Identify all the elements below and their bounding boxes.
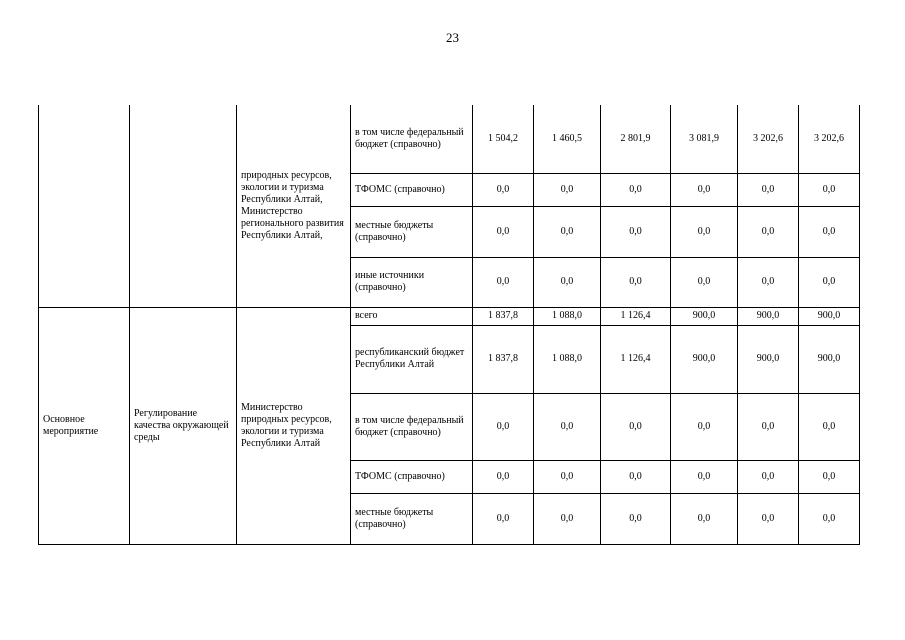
value-cell: 0,0 bbox=[601, 173, 671, 206]
value-cell: 0,0 bbox=[534, 257, 601, 307]
value-cell: 1 837,8 bbox=[473, 325, 534, 393]
executor-cell: Министерство природных ресурсов, экологии и туризма Республики Алтай bbox=[237, 307, 351, 544]
value-cell: 0,0 bbox=[671, 206, 738, 257]
value-cell: 0,0 bbox=[799, 173, 860, 206]
source-cell: местные бюджеты (справочно) bbox=[351, 493, 473, 544]
value-cell: 0,0 bbox=[601, 206, 671, 257]
value-cell: 3 202,6 bbox=[799, 105, 860, 173]
value-cell: 3 081,9 bbox=[671, 105, 738, 173]
activity-type-cell: Основное мероприятие bbox=[39, 307, 130, 544]
value-cell: 0,0 bbox=[799, 206, 860, 257]
value-cell: 0,0 bbox=[473, 460, 534, 493]
value-cell: 1 837,8 bbox=[473, 307, 534, 325]
value-cell: 3 202,6 bbox=[738, 105, 799, 173]
value-cell: 900,0 bbox=[671, 325, 738, 393]
source-cell: всего bbox=[351, 307, 473, 325]
budget-table bbox=[38, 105, 860, 545]
value-cell: 0,0 bbox=[534, 493, 601, 544]
source-cell: ТФОМС (справочно) bbox=[351, 173, 473, 206]
value-cell: 0,0 bbox=[601, 460, 671, 493]
value-cell: 1 460,5 bbox=[534, 105, 601, 173]
value-cell: 0,0 bbox=[738, 393, 799, 460]
value-cell: 1 088,0 bbox=[534, 325, 601, 393]
value-cell: 0,0 bbox=[473, 493, 534, 544]
page-number: 23 bbox=[446, 30, 459, 45]
value-cell: 0,0 bbox=[799, 393, 860, 460]
table-row bbox=[39, 105, 860, 173]
executor-cell-continued: природных ресурсов, экологии и туризма Республики Алтай, Министерство регионального развития Республики Алтай, bbox=[237, 105, 351, 307]
value-cell: 0,0 bbox=[601, 393, 671, 460]
value-cell: 1 126,4 bbox=[601, 307, 671, 325]
source-cell: местные бюджеты (справочно) bbox=[351, 206, 473, 257]
value-cell: 0,0 bbox=[534, 173, 601, 206]
source-cell: республиканский бюджет Республики Алтай bbox=[351, 325, 473, 393]
value-cell: 0,0 bbox=[473, 257, 534, 307]
value-cell: 900,0 bbox=[671, 307, 738, 325]
value-cell: 900,0 bbox=[738, 307, 799, 325]
source-cell: ТФОМС (справочно) bbox=[351, 460, 473, 493]
table-row bbox=[39, 307, 860, 325]
value-cell: 0,0 bbox=[534, 206, 601, 257]
value-cell: 0,0 bbox=[738, 206, 799, 257]
value-cell: 900,0 bbox=[738, 325, 799, 393]
value-cell: 0,0 bbox=[534, 393, 601, 460]
value-cell: 900,0 bbox=[799, 307, 860, 325]
value-cell: 0,0 bbox=[738, 257, 799, 307]
value-cell: 1 126,4 bbox=[601, 325, 671, 393]
value-cell: 0,0 bbox=[799, 460, 860, 493]
value-cell: 900,0 bbox=[799, 325, 860, 393]
value-cell: 0,0 bbox=[799, 257, 860, 307]
value-cell: 1 504,2 bbox=[473, 105, 534, 173]
value-cell: 0,0 bbox=[671, 393, 738, 460]
value-cell: 1 088,0 bbox=[534, 307, 601, 325]
value-cell: 0,0 bbox=[473, 206, 534, 257]
value-cell: 0,0 bbox=[671, 493, 738, 544]
value-cell: 0,0 bbox=[799, 493, 860, 544]
value-cell: 0,0 bbox=[738, 460, 799, 493]
value-cell: 0,0 bbox=[738, 493, 799, 544]
value-cell: 2 801,9 bbox=[601, 105, 671, 173]
source-cell: иные источники (справочно) bbox=[351, 257, 473, 307]
source-cell: в том числе федеральный бюджет (справочно) bbox=[351, 105, 473, 173]
value-cell: 0,0 bbox=[473, 393, 534, 460]
value-cell: 0,0 bbox=[601, 493, 671, 544]
value-cell: 0,0 bbox=[534, 460, 601, 493]
type-cell-continued bbox=[39, 105, 130, 307]
source-cell: в том числе федеральный бюджет (справочно) bbox=[351, 393, 473, 460]
value-cell: 0,0 bbox=[601, 257, 671, 307]
value-cell: 0,0 bbox=[473, 173, 534, 206]
activity-name-cell: Регулирование качества окружающей среды bbox=[130, 307, 237, 544]
value-cell: 0,0 bbox=[671, 257, 738, 307]
value-cell: 0,0 bbox=[671, 173, 738, 206]
value-cell: 0,0 bbox=[738, 173, 799, 206]
value-cell: 0,0 bbox=[671, 460, 738, 493]
name-cell-continued bbox=[130, 105, 237, 307]
